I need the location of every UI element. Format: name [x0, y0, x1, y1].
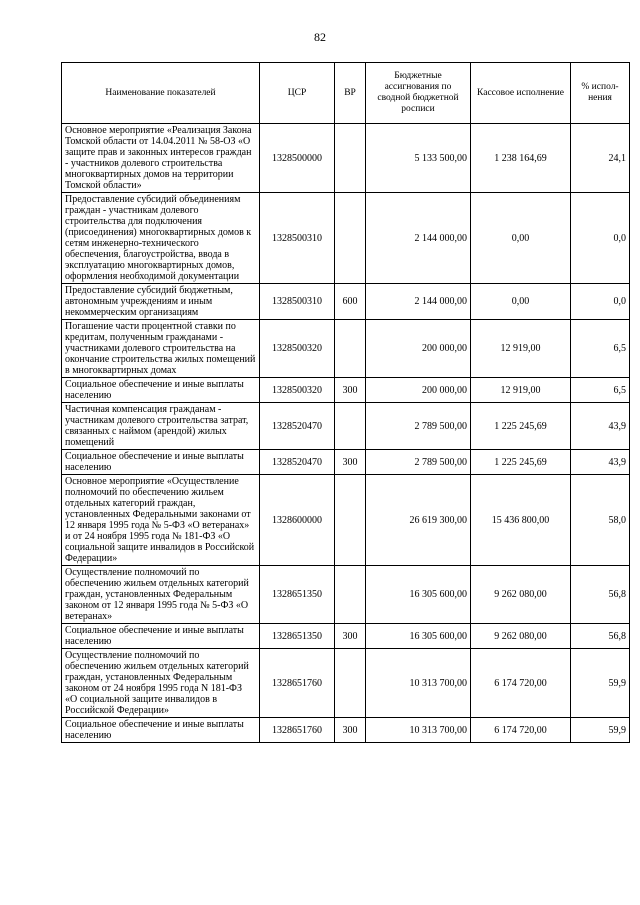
cell-csr: 1328651350 [260, 566, 335, 624]
cell-pct: 59,9 [571, 649, 630, 718]
cell-cash: 6 174 720,00 [471, 718, 571, 743]
table-header-row [62, 63, 630, 124]
table-row [62, 450, 630, 475]
cell-cash: 12 919,00 [471, 378, 571, 403]
cell-csr: 1328651350 [260, 624, 335, 649]
cell-csr: 1328500310 [260, 284, 335, 320]
cell-pct: 24,1 [571, 124, 630, 193]
cell-cash: 1 225 245,69 [471, 450, 571, 475]
cell-pct: 58,0 [571, 475, 630, 566]
cell-pct: 6,5 [571, 320, 630, 378]
table-row [62, 320, 630, 378]
cell-name: Погашение части процентной ставки по кредитам, полученным гражданами - участниками долевого строительства на окончание строительства жилых помещений в многоквартирных домах [62, 320, 260, 378]
cell-budget: 200 000,00 [366, 378, 471, 403]
cell-vr [335, 320, 366, 378]
cell-pct: 0,0 [571, 193, 630, 284]
cell-pct: 56,8 [571, 624, 630, 649]
cell-name: Осуществление полномочий по обеспечению жильем отдельных категорий граждан, установленных Федеральным законом от 12 января 1995 года № 5-ФЗ «О ветеранах» [62, 566, 260, 624]
cell-name: Основное мероприятие «Осуществление полномочий по обеспечению жильем отдельных категорий граждан, установленных Федеральными законами от 12 января 1995 года № 5-ФЗ «О ветеранах» и от 24 ноября 1995 года № 181-ФЗ «О социальной защите инвалидов в Российской Федерации» [62, 475, 260, 566]
cell-csr: 1328600000 [260, 475, 335, 566]
cell-cash: 1 225 245,69 [471, 403, 571, 450]
cell-name: Осуществление полномочий по обеспечению жильем отдельных категорий граждан, установленных Федеральным законом от 24 ноября 1995 года N 181-ФЗ «О социальной защите инвалидов в Российской Федерации» [62, 649, 260, 718]
header-csr: ЦСР [260, 63, 335, 124]
cell-pct: 43,9 [571, 450, 630, 475]
cell-vr [335, 124, 366, 193]
cell-cash: 9 262 080,00 [471, 566, 571, 624]
cell-budget: 10 313 700,00 [366, 649, 471, 718]
cell-vr [335, 566, 366, 624]
cell-budget: 16 305 600,00 [366, 566, 471, 624]
cell-cash: 15 436 800,00 [471, 475, 571, 566]
cell-pct: 43,9 [571, 403, 630, 450]
cell-cash: 6 174 720,00 [471, 649, 571, 718]
table-row [62, 566, 630, 624]
cell-cash: 0,00 [471, 284, 571, 320]
cell-pct: 59,9 [571, 718, 630, 743]
header-vr: ВР [335, 63, 366, 124]
header-cash: Кассовое исполнение [471, 63, 571, 124]
cell-vr: 300 [335, 450, 366, 475]
cell-vr [335, 649, 366, 718]
table-row [62, 284, 630, 320]
cell-name: Предоставление субсидий объединениям граждан - участникам долевого строительства для подключения (присоединения) многоквартирных домов к сетям инженерно-технического обеспечения, благоустройства, ввода в эксплуатацию многоквартирных домов, оформления необходимой документации [62, 193, 260, 284]
cell-csr: 1328651760 [260, 718, 335, 743]
cell-vr: 300 [335, 378, 366, 403]
header-name: Наименование показателей [62, 63, 260, 124]
cell-name: Социальное обеспечение и иные выплаты населению [62, 718, 260, 743]
cell-vr [335, 475, 366, 566]
cell-budget: 2 789 500,00 [366, 450, 471, 475]
cell-budget: 2 789 500,00 [366, 403, 471, 450]
cell-csr: 1328500320 [260, 378, 335, 403]
table-row [62, 124, 630, 193]
budget-execution-table [61, 62, 630, 743]
cell-csr: 1328520470 [260, 450, 335, 475]
cell-cash: 0,00 [471, 193, 571, 284]
cell-name: Частичная компенсация гражданам - участникам долевого строительства затрат, связанных с наймом (арендой) жилых помещений [62, 403, 260, 450]
cell-pct: 56,8 [571, 566, 630, 624]
cell-pct: 6,5 [571, 378, 630, 403]
cell-csr: 1328500310 [260, 193, 335, 284]
cell-name: Социальное обеспечение и иные выплаты населению [62, 624, 260, 649]
page-number: 82 [314, 30, 326, 44]
cell-budget: 2 144 000,00 [366, 193, 471, 284]
cell-csr: 1328500000 [260, 124, 335, 193]
table-row [62, 718, 630, 743]
table-row [62, 193, 630, 284]
cell-name: Социальное обеспечение и иные выплаты населению [62, 378, 260, 403]
cell-budget: 2 144 000,00 [366, 284, 471, 320]
cell-vr [335, 193, 366, 284]
cell-vr: 300 [335, 624, 366, 649]
cell-cash: 12 919,00 [471, 320, 571, 378]
header-pct: % испол-нения [571, 63, 630, 124]
cell-budget: 16 305 600,00 [366, 624, 471, 649]
table-row [62, 475, 630, 566]
table-row [62, 403, 630, 450]
table-row [62, 378, 630, 403]
header-budget: Бюджетные ассигнования по сводной бюджетной росписи [366, 63, 471, 124]
cell-budget: 200 000,00 [366, 320, 471, 378]
cell-vr [335, 403, 366, 450]
cell-budget: 26 619 300,00 [366, 475, 471, 566]
cell-csr: 1328500320 [260, 320, 335, 378]
cell-cash: 1 238 164,69 [471, 124, 571, 193]
table-row [62, 649, 630, 718]
cell-cash: 9 262 080,00 [471, 624, 571, 649]
cell-vr: 300 [335, 718, 366, 743]
cell-name: Основное мероприятие «Реализация Закона Томской области от 14.04.2011 № 58-ОЗ «О защите прав и законных интересов граждан - участников долевого строительства многоквартирных домов на территории Томской области» [62, 124, 260, 193]
cell-budget: 10 313 700,00 [366, 718, 471, 743]
cell-csr: 1328651760 [260, 649, 335, 718]
cell-name: Предоставление субсидий бюджетным, автономным учреждениям и иным некоммерческим организациям [62, 284, 260, 320]
cell-budget: 5 133 500,00 [366, 124, 471, 193]
cell-pct: 0,0 [571, 284, 630, 320]
cell-csr: 1328520470 [260, 403, 335, 450]
table-row [62, 624, 630, 649]
cell-name: Социальное обеспечение и иные выплаты населению [62, 450, 260, 475]
cell-vr: 600 [335, 284, 366, 320]
